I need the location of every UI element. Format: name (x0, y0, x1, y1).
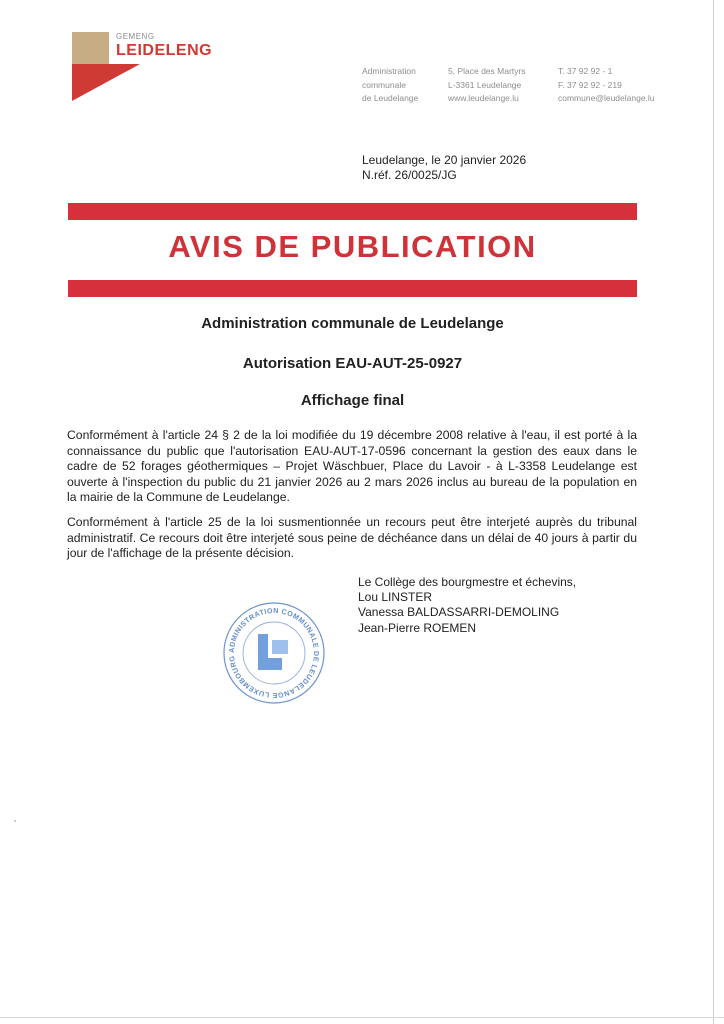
page-edge-bottom (0, 1017, 724, 1018)
address-block-street (448, 65, 525, 106)
address-line: commune@leudelange.lu (558, 93, 655, 103)
official-stamp (212, 600, 336, 706)
address-line: L-3361 Leudelange (448, 79, 522, 90)
heading-administration: Administration communale de Leudelange (201, 315, 504, 332)
logo-big-text: LEIDELENG (116, 42, 213, 59)
address-line: de Leudelange (362, 93, 419, 103)
address-line: Administration (362, 66, 416, 76)
date-line: Leudelange, le 20 janvier 2026 (362, 153, 527, 167)
municipality-logo (72, 32, 222, 102)
stamp-text: ADMINISTRATION COMMUNALE DE LEUDELANGE LUXEMBOURG (226, 605, 322, 701)
logo-gold-square (72, 32, 109, 64)
signature-name: Vanessa BALDASSARRI-DEMOLING (358, 605, 560, 620)
heading-affichage: Affichage final (300, 392, 405, 409)
paragraph-notice: Conformément à l'article 24 § 2 de la loi modifiée du 19 décembre 2008 relative à l'eau, il est porté à la connaissance du public que l'autorisation EAU-AUT-17-0596 concernant la gestion des eaux dans le cadre de 52 forages géothermiques – Projet Wäschbuer, Place du Lavoir - à L-3358 Leudelange est ouverte à l'inspection du public du 21 janvier 2026 au 2 mars 2026 inclus au bureau de la population en la mairie de la Commune de Leudelange. (67, 428, 637, 504)
address-line: www.leudelange.lu (448, 93, 519, 103)
scan-speck (14, 820, 16, 822)
address-line: communale (362, 79, 406, 90)
signature-name: Jean-Pierre ROEMEN (358, 620, 477, 635)
logo-red-triangle (72, 64, 140, 101)
main-title: AVIS DE PUBLICATION (168, 229, 537, 264)
paragraph-appeal: Conformément à l'article 25 de la loi susmentionnée un recours peut être interjeté auprès du tribunal administratif. Ce recours doit être interjeté sous peine de déchéance dans un délai de 40 jours à partir du jour de l'affichage de la présente décision. (67, 515, 637, 560)
signature-block (358, 575, 576, 636)
address-block-admin (362, 65, 418, 106)
title-bar-top (68, 203, 637, 220)
title-bar-bottom (68, 280, 637, 297)
page-edge (713, 0, 714, 1024)
heading-authorisation: Autorisation EAU-AUT-25-0927 (242, 355, 463, 372)
logo-small-text: GEMENG (116, 32, 155, 41)
address-block-contact (558, 65, 655, 106)
address-line: T. 37 92 92 - 1 (558, 66, 613, 76)
date-reference-block (362, 153, 526, 183)
signature-name: Lou LINSTER (358, 590, 433, 605)
address-line: 5, Place des Martyrs (448, 66, 526, 76)
reference-line: N.réf. 26/0025/JG (362, 168, 457, 182)
signature-line: Le Collège des bourgmestre et échevins, (358, 575, 577, 589)
address-line: F. 37 92 92 - 219 (558, 79, 622, 90)
